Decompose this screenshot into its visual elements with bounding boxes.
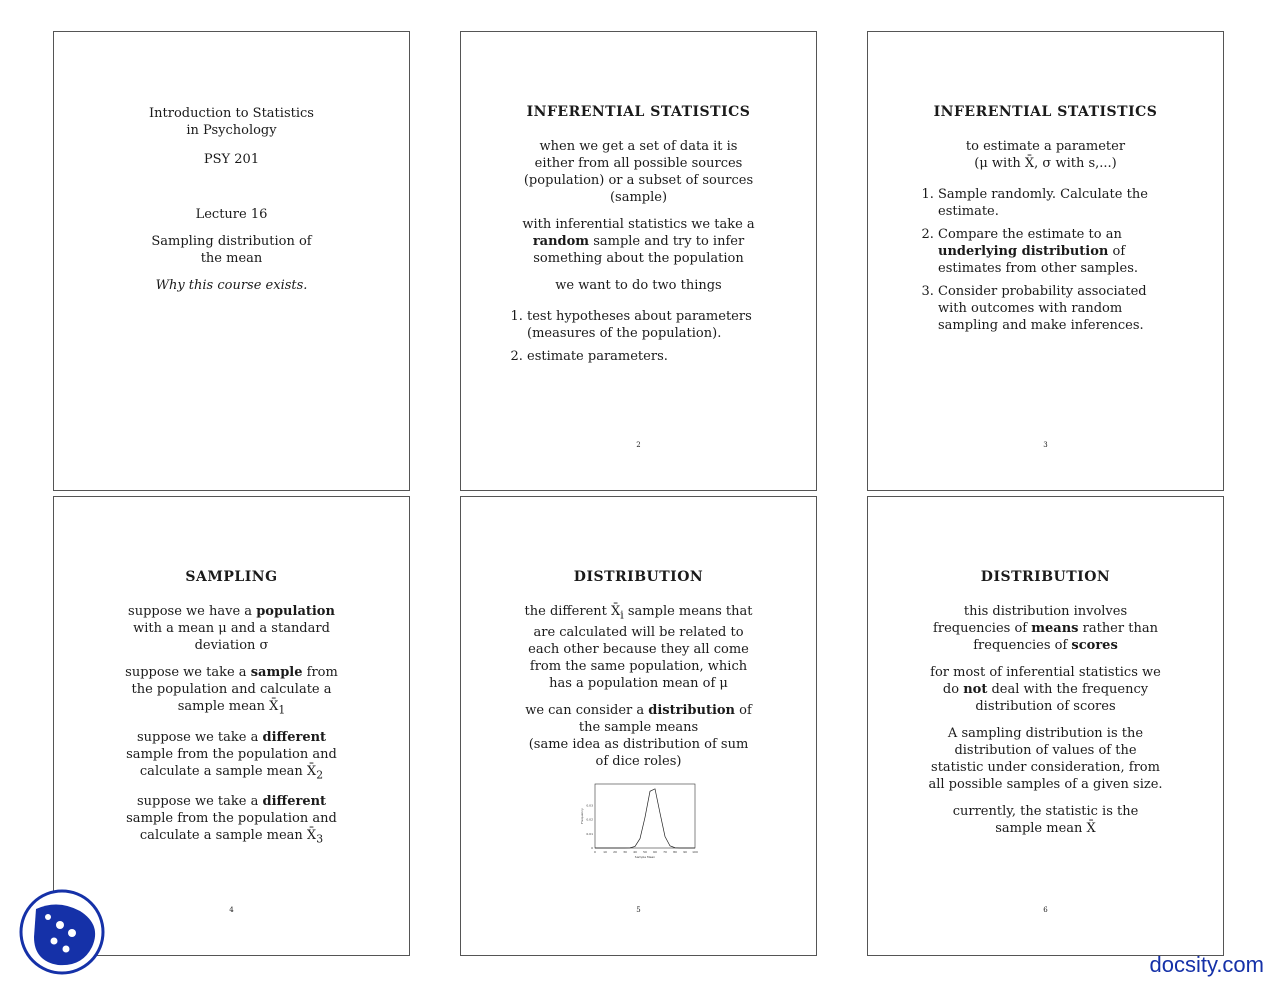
y-tick-label: 0.03 [585, 802, 593, 807]
lecture-topic: Sampling distribution of the mean [151, 234, 312, 266]
slide-6-distribution [867, 496, 1224, 956]
paragraph: suppose we take a different sample from the population and calculate a sample mean $X̄_2$ [126, 729, 337, 782]
sampling-distribution-chart [577, 780, 701, 864]
paragraph: (same idea as distribution of sum of dice roles) [528, 736, 749, 769]
x-tick-label: 100 [691, 849, 698, 854]
course-code: PSY 201 [203, 152, 260, 167]
x-tick-label: 60 [652, 849, 657, 854]
slide-5-distribution [460, 496, 817, 956]
list-item: 2. Compare the estimate to an underlying distribution of estimates from other samples. [938, 226, 1177, 277]
x-tick-label: 50 [642, 849, 647, 854]
slide-heading: DISTRIBUTION [980, 569, 1111, 585]
paragraph: when we get a set of data it is either from all possible sources (population) or a subset of sources (sample) [523, 139, 754, 205]
emphasis: underlying distribution [938, 244, 1109, 259]
x-tick-label: 20 [612, 849, 617, 854]
slide-heading: INFERENTIAL STATISTICS [526, 104, 751, 120]
lecture-subtitle: Why this course exists. [155, 278, 308, 293]
paragraph: suppose we take a sample from the population and calculate a sample mean $X̄_1$ [125, 665, 338, 717]
y-axis-label: Frequency [579, 807, 584, 824]
paragraph: currently, the statistic is the sample mean X̄ [952, 804, 1139, 836]
page-number: 2 [636, 441, 641, 449]
paragraph: suppose we take a different sample from the population and calculate a sample mean $X̄_3$ [126, 794, 337, 846]
course-title: Introduction to Statistics in Psychology [149, 106, 314, 138]
x-tick-label: 40 [632, 849, 637, 854]
paragraph: to estimate a parameter (μ with X̄, σ with s,...) [965, 139, 1126, 171]
paragraph: suppose we have a population with a mean μ and a standard deviation σ [128, 604, 335, 653]
x-axis-label: Sample Mean [634, 854, 655, 859]
docsity-logo-icon[interactable] [18, 889, 106, 975]
paragraph: we want to do two things [555, 278, 722, 293]
slide-heading: DISTRIBUTION [573, 569, 704, 585]
x-tick-label: 10 [602, 849, 607, 854]
x-tick-label: 30 [622, 849, 627, 854]
page-number: 4 [229, 906, 234, 914]
docsity-brand-link[interactable]: docsity.com [1149, 952, 1264, 977]
slide-heading: INFERENTIAL STATISTICS [933, 104, 1158, 120]
slide-3-inferential-statistics [867, 31, 1224, 491]
slide-2-inferential-statistics [460, 31, 817, 491]
paragraph: we can consider a distribution of the sample means [525, 702, 752, 735]
paragraph: with inferential statistics we take a random sample and try to infer something about the population [522, 217, 755, 266]
page-number: 6 [1043, 906, 1048, 914]
numbered-list [513, 308, 764, 365]
y-tick-label: 0.02 [585, 817, 593, 822]
page-number: 5 [636, 906, 641, 914]
list-item: 1. test hypotheses about parameters (measures of the population). [527, 308, 764, 342]
x-tick-label: 0 [593, 849, 596, 854]
paragraph: the different $X̄_i$ sample means that are calculated will be related to each other because they all come from the same population, which has a population mean of μ [524, 604, 753, 691]
x-tick-label: 90 [682, 849, 687, 854]
x-tick-label: 70 [662, 849, 667, 854]
slide-heading: SAMPLING [185, 569, 278, 585]
y-tick-label: 0 [590, 845, 593, 850]
series-line [595, 788, 695, 847]
list-item: 1. Sample randomly. Calculate the estimate. [938, 186, 1177, 220]
numbered-list [922, 186, 1177, 334]
lecture-number: Lecture 16 [195, 207, 268, 222]
list-item: 3. Consider probability associated with outcomes with random sampling and make inferences. [938, 283, 1177, 334]
list-item: 2. estimate parameters. [527, 348, 764, 365]
y-tick-label: 0.01 [585, 831, 593, 836]
emphasis: random [532, 234, 590, 249]
slide-1-title [53, 31, 410, 491]
page-number: 3 [1043, 441, 1048, 449]
paragraph: for most of inferential statistics we do not deal with the frequency distribution of scores [930, 665, 1161, 714]
paragraph: this distribution involves frequencies of means rather than frequencies of scores [933, 604, 1158, 653]
x-tick-label: 80 [672, 849, 677, 854]
paragraph: A sampling distribution is the distribution of values of the statistic under consideration, from all possible samples of a given size. [928, 726, 1163, 792]
slide-4-sampling [53, 496, 410, 956]
